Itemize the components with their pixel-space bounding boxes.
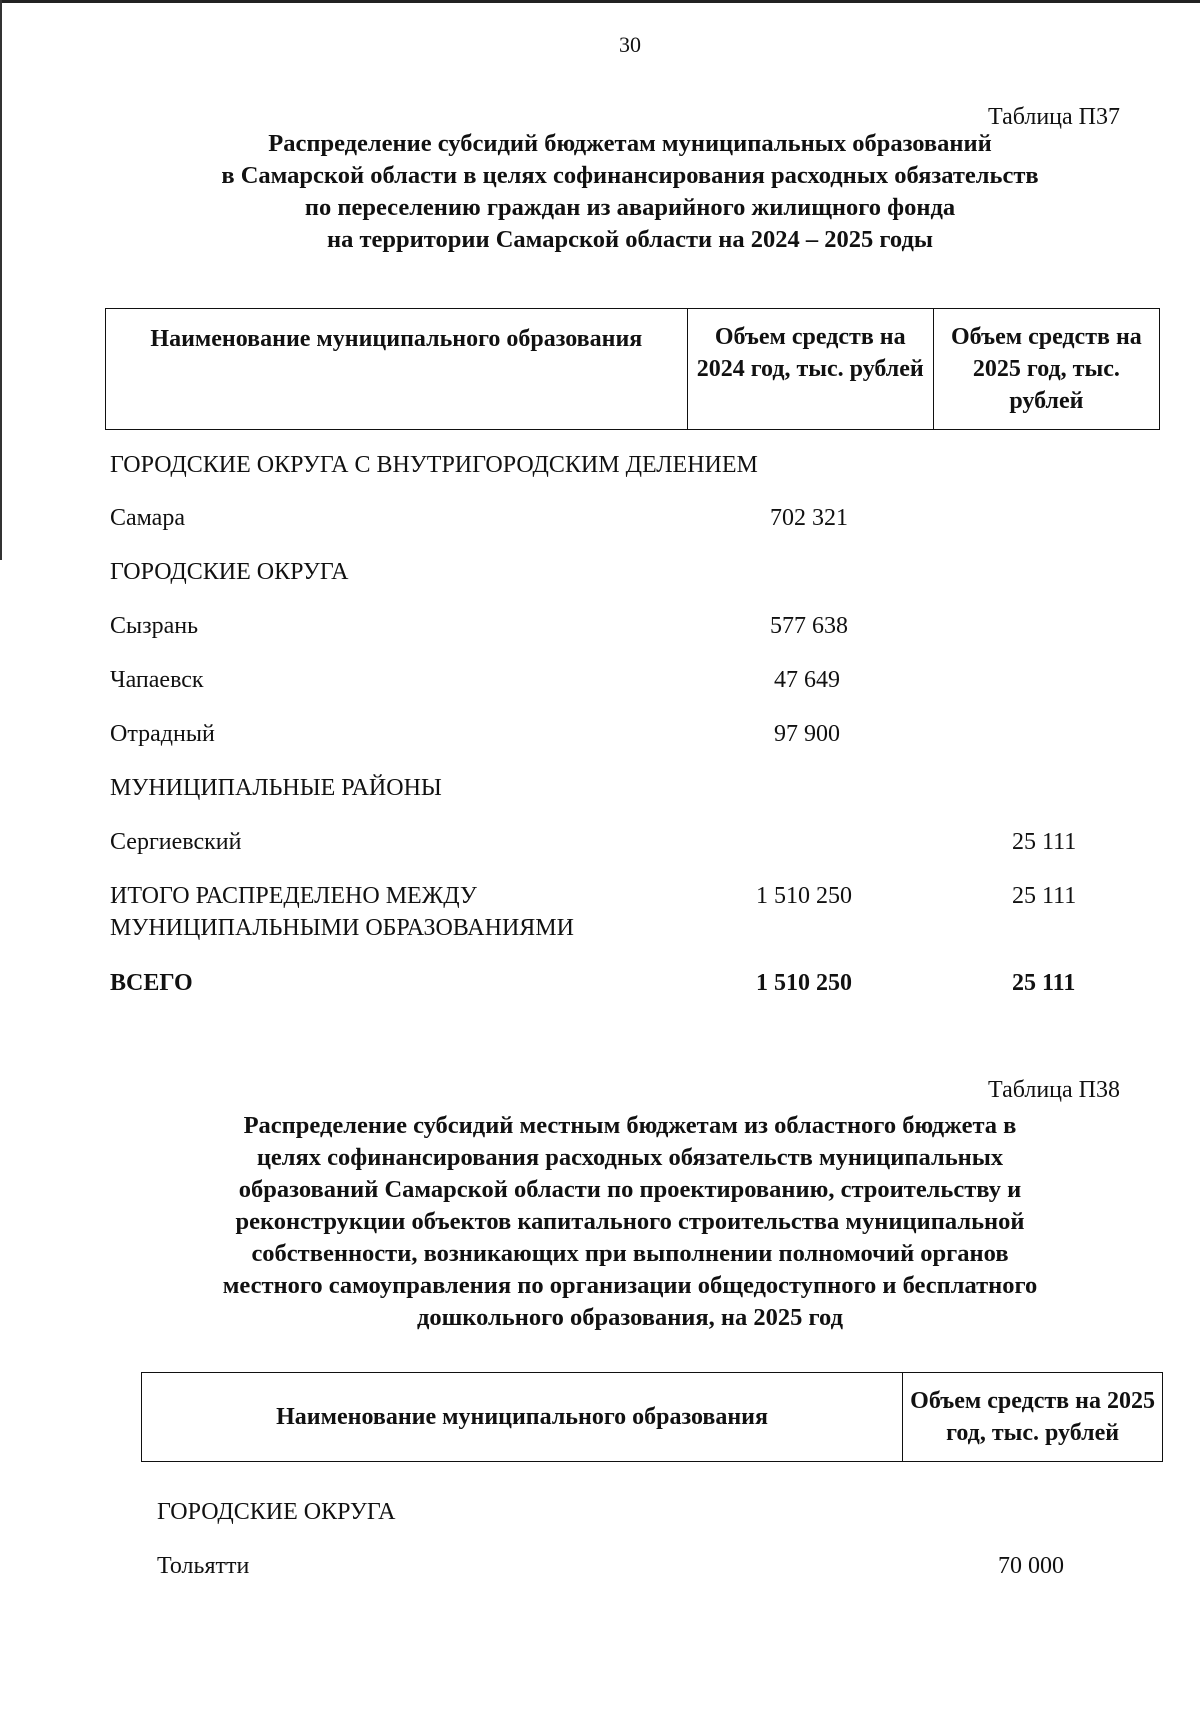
- row-value-2024: 702 321: [770, 505, 848, 531]
- table-p38-title: [110, 1110, 1150, 1334]
- row-label: Отрадный: [110, 721, 215, 747]
- row-label: Чапаевск: [110, 667, 204, 693]
- table-p38-caption: Таблица П38: [988, 1077, 1120, 1103]
- left-border-line: [0, 0, 2, 560]
- table-p38-title-line: образований Самарской области по проектированию, строительству и: [238, 1176, 1022, 1203]
- row-label: Тольятти: [157, 1553, 250, 1579]
- row-label: Сергиевский: [110, 829, 242, 855]
- row-label-line2: МУНИЦИПАЛЬНЫМИ ОБРАЗОВАНИЯМИ: [110, 915, 574, 941]
- table-p38-title-line: целях софинансирования расходных обязательств муниципальных: [256, 1144, 1004, 1171]
- row-value-2025: 70 000: [998, 1553, 1064, 1579]
- row-label-line1: ИТОГО РАСПРЕДЕЛЕНО МЕЖДУ: [110, 883, 477, 909]
- table-p37-title-line: на территории Самарской области на 2024 – 2025 годы: [327, 226, 933, 253]
- table-p37-title-line: в Самарской области в целях софинансирования расходных обязательств: [221, 162, 1039, 189]
- section-heading: ГОРОДСКИЕ ОКРУГА: [157, 1499, 396, 1525]
- column-header-2025: Объем средств на 2025 год, тыс. рублей: [903, 1373, 1163, 1462]
- column-header-2025: Объем средств на 2025 год, тыс. рублей: [933, 309, 1159, 430]
- table-p38-title-line: дошкольного образования, на 2025 год: [416, 1304, 843, 1331]
- table-p38-title-line: Распределение субсидий местным бюджетам из областного бюджета в: [243, 1112, 1017, 1139]
- total-label: ВСЕГО: [110, 970, 193, 996]
- table-p37-header: [105, 308, 1160, 430]
- column-header-name: Наименование муниципального образования: [142, 1373, 903, 1462]
- table-p37-title: [110, 128, 1150, 256]
- column-header-2024: Объем средств на 2024 год, тыс. рублей: [687, 309, 933, 430]
- table-p37-title-line: Распределение субсидий бюджетам муниципальных образований: [268, 130, 992, 157]
- row-value-2025: 25 111: [1012, 883, 1077, 909]
- column-header-name: Наименование муниципального образования: [106, 309, 688, 430]
- section-heading: ГОРОДСКИЕ ОКРУГА С ВНУТРИГОРОДСКИМ ДЕЛЕНИЕМ: [110, 452, 758, 478]
- row-value-2024: 1 510 250: [756, 883, 852, 909]
- row-label: Сызрань: [110, 613, 199, 639]
- row-value-2024: 47 649: [774, 667, 840, 693]
- total-value-2024: 1 510 250: [756, 970, 852, 996]
- table-p38-title-line: местного самоуправления по организации общедоступного и бесплатного: [222, 1272, 1038, 1299]
- table-p38-header: [141, 1372, 1163, 1462]
- table-p37-title-line: по переселению граждан из аварийного жилищного фонда: [304, 194, 956, 221]
- table-p38-title-line: собственности, возникающих при выполнении полномочий органов: [251, 1240, 1009, 1267]
- row-value-2024: 97 900: [774, 721, 840, 747]
- section-heading: ГОРОДСКИЕ ОКРУГА: [110, 559, 349, 585]
- page-number: 30: [619, 32, 641, 57]
- section-heading: МУНИЦИПАЛЬНЫЕ РАЙОНЫ: [110, 775, 442, 801]
- row-value-2024: 577 638: [770, 613, 848, 639]
- row-value-2025: 25 111: [1012, 829, 1077, 855]
- table-p37-caption: Таблица П37: [988, 104, 1120, 130]
- top-border-line: [0, 0, 1200, 3]
- total-value-2025: 25 111: [1012, 970, 1076, 996]
- table-p38-title-line: реконструкции объектов капитального строительства муниципальной: [235, 1208, 1025, 1235]
- row-label: Самара: [110, 505, 185, 531]
